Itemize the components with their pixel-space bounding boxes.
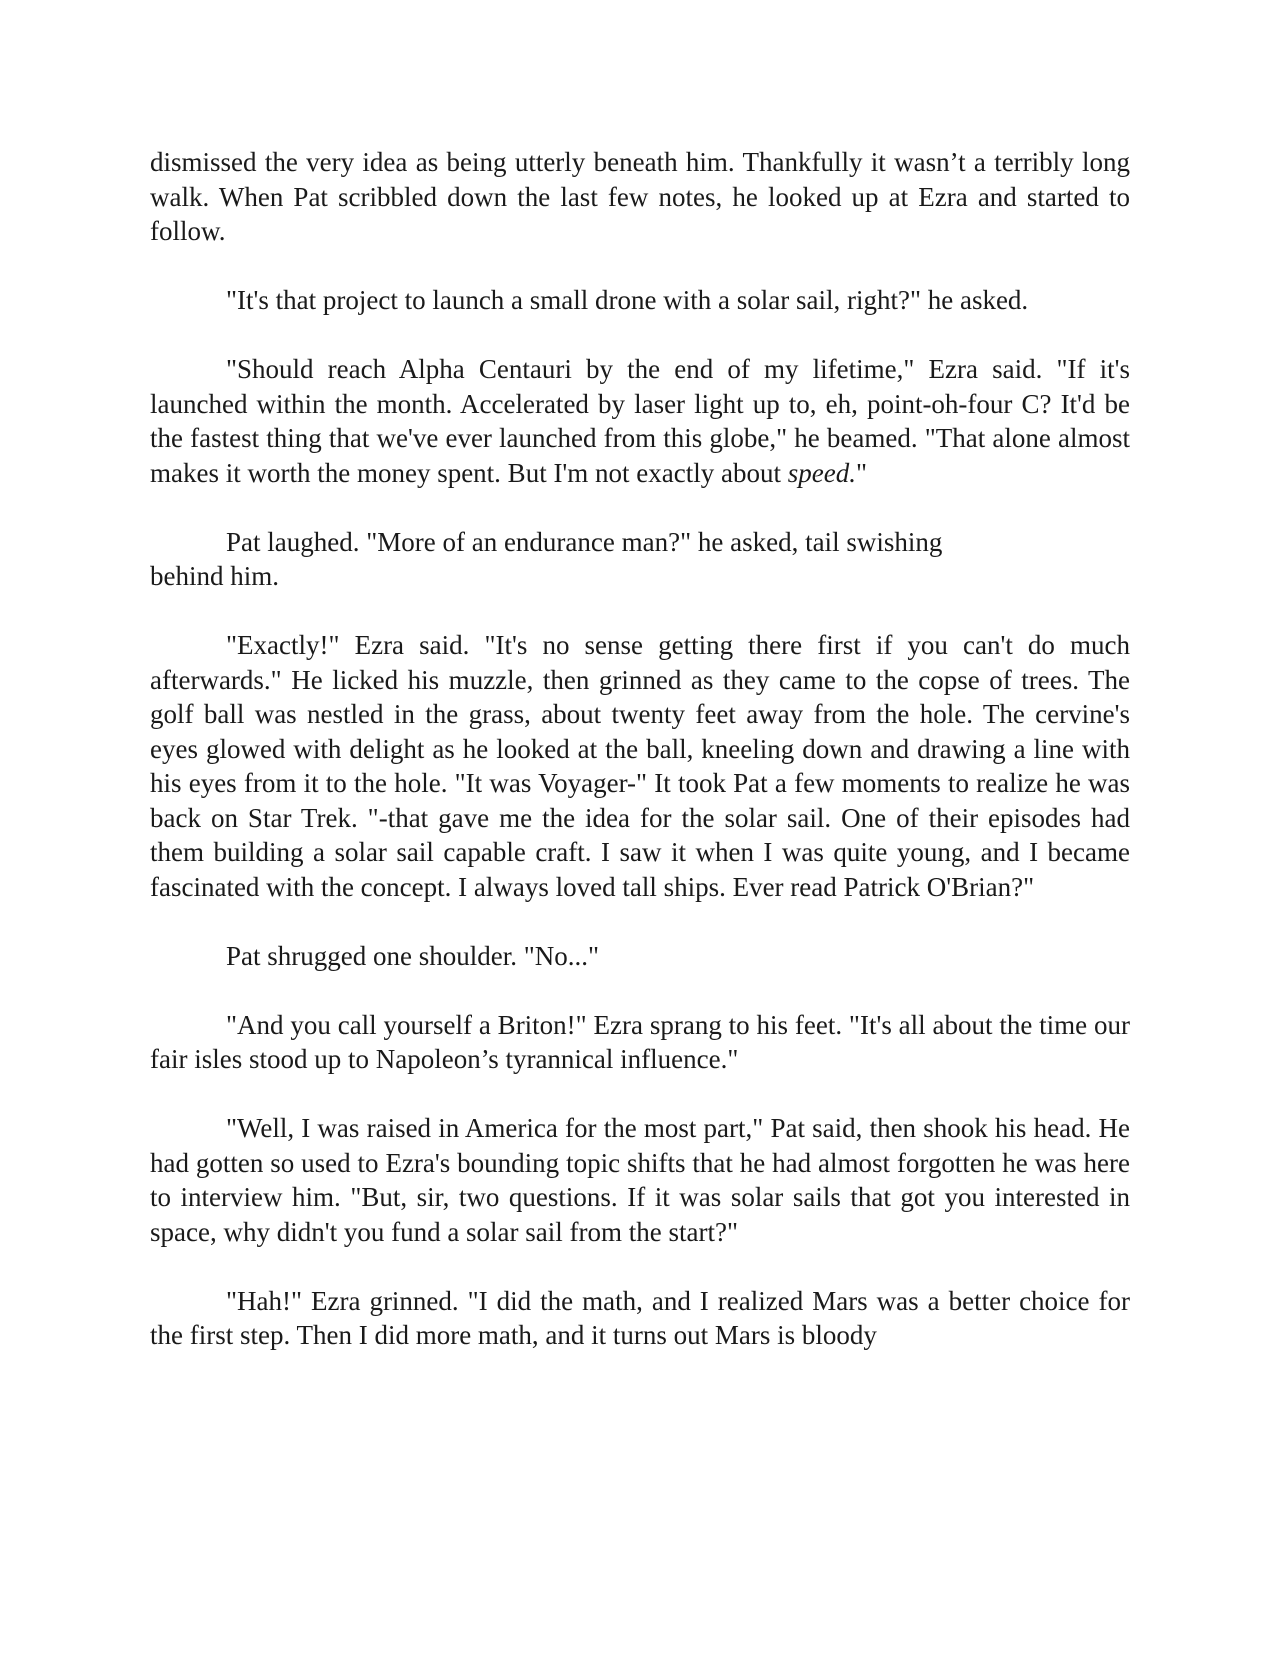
paragraph-9: "Hah!" Ezra grinned. "I did the math, and I realized Mars was a better choice for the first step. Then I did more math, and it turns out Mars is bloody [150, 1285, 1130, 1350]
paragraph-4: Pat laughed. "More of an endurance man?" he asked, tail swishing behind him. [150, 526, 943, 591]
paragraph-3 [150, 352, 1130, 490]
paragraph-5: "Exactly!" Ezra said. "It's no sense getting there first if you can't do much afterwards." He licked his muzzle, then grinned as they came to the copse of trees. The golf ball was nestled in the grass, about twenty feet away from the hole. The cervine's eyes glowed with delight as he looked at the ball, kneeling down and drawing a line with his eyes from it to the hole. "It was Voyager-" It took Pat a few moments to realize he was back on Star Trek. "-that gave me the idea for the solar sail. One of their episodes had them building a solar sail capable craft. I saw it when I was quite young, and I became fascinated with the concept. I always loved tall ships. Ever read Patrick O'Brian?" [150, 630, 1130, 902]
paragraph-1: dismissed the very idea as being utterly beneath him. Thankfully it wasn’t a terribly long walk. When Pat scribbled down the last few notes, he looked up at Ezra and started to follow. [150, 147, 1130, 246]
paragraph-3-closing-quote: " [855, 457, 868, 488]
emphasis-speed: speed. [787, 457, 856, 488]
paragraph-6: Pat shrugged one shoulder. "No..." [226, 940, 600, 971]
paragraph-2: "It's that project to launch a small drone with a solar sail, right?" he asked. [226, 285, 1029, 315]
document-page [150, 145, 1130, 1353]
paragraph-7: "And you call yourself a Briton!" Ezra sprang to his feet. "It's all about the time our fair isles stood up to Napoleon’s tyrannical influence." [150, 1009, 1130, 1074]
paragraph-3-text: "Should reach Alpha Centauri by the end of my lifetime," Ezra said. "If it's launched within the month. Accelerated by laser light up to, eh, point-oh-four C? It'd be the fastest thing that we've ever launched from this globe," he beamed. "That alone almost makes it worth the money spent. But I'm not exactly about [150, 354, 1130, 488]
paragraph-8: "Well, I was raised in America for the most part," Pat said, then shook his head. He had gotten so used to Ezra's bounding topic shifts that he had almost forgotten he was here to interview him. "But, sir, two questions. If it was solar sails that got you interested in space, why didn't you fund a solar sail from the start?" [150, 1113, 1130, 1247]
